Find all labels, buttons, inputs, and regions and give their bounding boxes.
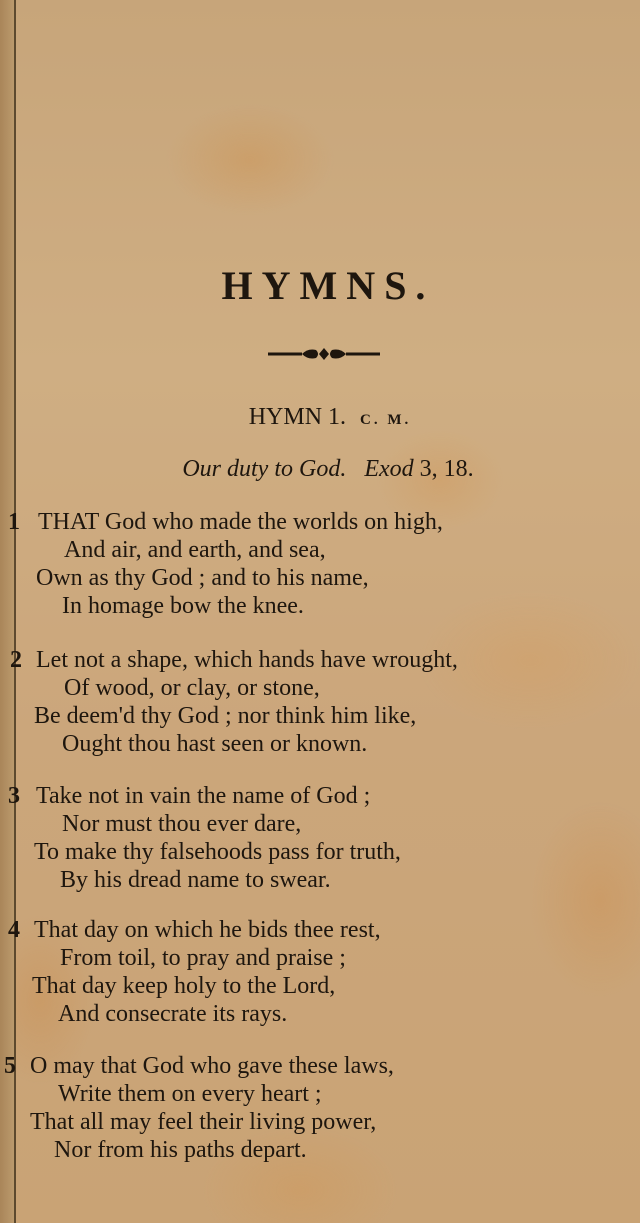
verse-line: Take not in vain the name of God ; (36, 783, 371, 809)
stanza-number: 3 (8, 783, 20, 809)
stanza-number: 1 (8, 509, 20, 535)
verse-line: Of wood, or clay, or stone, (64, 675, 320, 701)
verse-line: By his dread name to swear. (60, 867, 331, 893)
binding-line (14, 0, 16, 1223)
verse-line: And air, and earth, and sea, (64, 537, 326, 563)
scripture-chapter-verse: 3, 18. (419, 456, 474, 482)
verse-line: THAT God who made the worlds on high, (38, 509, 443, 535)
verse-line: O may that God who gave these laws, (30, 1053, 394, 1079)
verse-line: Be deem'd thy God ; nor think him like, (34, 703, 417, 729)
verse-line: From toil, to pray and praise ; (60, 945, 346, 971)
scripture-book: Exod (364, 456, 414, 482)
verse-line: Ought thou hast seen or known. (62, 731, 368, 757)
verse-line: In homage bow the knee. (62, 593, 304, 619)
stanza-number: 5 (4, 1053, 16, 1079)
verse-line: To make thy falsehoods pass for truth, (34, 839, 401, 865)
hymn-number: HYMN 1. (248, 404, 347, 430)
verse-line: Write them on every heart ; (58, 1081, 322, 1107)
verse-line: That day on which he bids thee rest, (34, 917, 381, 943)
stanza-number: 4 (8, 917, 20, 943)
verse-line: Nor must thou ever dare, (62, 811, 302, 837)
hymn-subtitle (0, 456, 640, 483)
hymn-meter: C. M. (360, 412, 412, 428)
ornament-divider-icon (268, 346, 380, 362)
verse-line: That day keep holy to the Lord, (32, 973, 336, 999)
verse-line: And consecrate its rays. (58, 1001, 288, 1027)
hymn-theme: Our duty to God. (182, 456, 347, 482)
stanza-number: 2 (10, 647, 22, 673)
verse-line: Let not a shape, which hands have wrought, (36, 647, 458, 673)
verse-line: Nor from his paths depart. (54, 1137, 307, 1163)
verse-line: Own as thy God ; and to his name, (36, 565, 369, 591)
page-title: HYMNS. (221, 263, 435, 308)
hymn-heading (0, 404, 640, 431)
verse-line: That all may feel their living power, (30, 1109, 377, 1135)
page-gutter (0, 0, 14, 1223)
